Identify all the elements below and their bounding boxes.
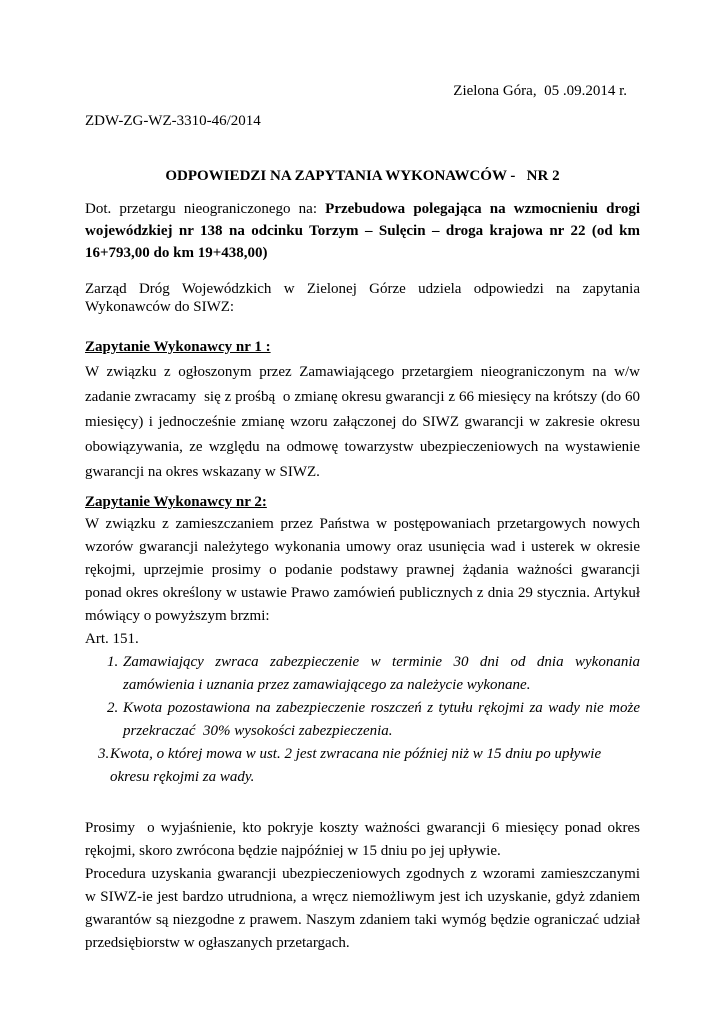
list-item-1-number: 1.: [107, 654, 119, 670]
date-line: Zielona Góra, 05 .09.2014 r.: [453, 83, 627, 99]
subject-bold-text: Przebudowa polegająca na wzmocnieniu drogi wojewódzkiej nr 138 na odcinku Torzym – Sulęcin – droga krajowa nr 22 (od km 16+793,00 do km 19+438,00): [85, 201, 640, 261]
closing-paragraph-2: Procedura uzyskania gwarancji ubezpieczeniowych zgodnych z wzorami zamieszczanymi w SIWZ-ie jest bardzo utrudniona, a wręcz niemożliwym jest ich uzyskanie, gdyż zdaniem gwarantów są niezgodne z prawem. Naszym zdaniem taki wymóg będzie ograniczać udział przedsiębiorstw w ogłaszanych przetargach.: [85, 866, 640, 951]
list-item-3-number: 3.: [98, 746, 110, 762]
article-label: Art. 151.: [85, 631, 139, 647]
intro-paragraph: Zarząd Dróg Wojewódzkich w Zielonej Górze udziela odpowiedzi na zapytania Wykonawców do SIWZ:: [85, 281, 640, 315]
list-item-2: [85, 697, 640, 743]
question1-body: W związku z ogłoszonym przez Zamawiającego przetargiem nieograniczonym na w/w zadanie zwracamy się z prośbą o zmianę okresu gwarancji z 66 miesięcy na krótszy (do 60 miesięcy) i jednocześnie zmianę wzoru załączonej do SIWZ gwarancji w zakresie okresu obowiązywania, ze względu na odmowę towarzystw ubezpieczeniowych na wystawienie gwarancji na okres wskazany w SIWZ.: [85, 364, 640, 480]
list-item-3: [85, 743, 640, 789]
document-title: ODPOWIEDZI NA ZAPYTANIA WYKONAWCÓW - NR 2: [165, 168, 560, 184]
subject-prefix: Dot. przetargu nieograniczonego na:: [85, 201, 326, 217]
question2-heading: Zapytanie Wykonawcy nr 2:: [85, 494, 267, 510]
list-item-1-text: Zamawiający zwraca zabezpieczenie w terminie 30 dni od dnia wykonania zamówienia i uznania przez zamawiającego za należycie wykonane.: [123, 654, 640, 693]
subject-line: [85, 198, 640, 264]
closing-paragraph-1: Prosimy o wyjaśnienie, kto pokryje koszty ważności gwarancji 6 miesięcy ponad okres rękojmi, skoro zwrócona będzie najpóźniej w 15 dniu po jej upływie.: [85, 820, 640, 859]
list-item-2-text: Kwota pozostawiona na zabezpieczenie roszczeń z tytułu rękojmi za wady nie może przekraczać 30% wysokości zabezpieczenia.: [123, 700, 640, 739]
question2-body: W związku z zamieszczaniem przez Państwa w postępowaniach przetargowych nowych wzorów gwarancji należytego wykonania umowy oraz usunięcia wad i usterek w okresie rękojmi, uprzejmie prosimy o podanie podstawy prawnej żądania ważności gwarancji ponad okres określony w ustawie Prawo zamówień publicznych z dnia 29 stycznia. Artykuł mówiący o powyższym brzmi:: [85, 516, 640, 624]
list-item-1: [85, 651, 640, 697]
article-list: [85, 651, 640, 789]
list-item-3-text: Kwota, o której mowa w ust. 2 jest zwracana nie później niż w 15 dniu po upływie okresu rękojmi za wady.: [110, 746, 602, 785]
list-item-2-number: 2.: [107, 700, 119, 716]
reference-number: ZDW-ZG-WZ-3310-46/2014: [85, 113, 261, 129]
question1-heading: Zapytanie Wykonawcy nr 1 :: [85, 339, 271, 355]
